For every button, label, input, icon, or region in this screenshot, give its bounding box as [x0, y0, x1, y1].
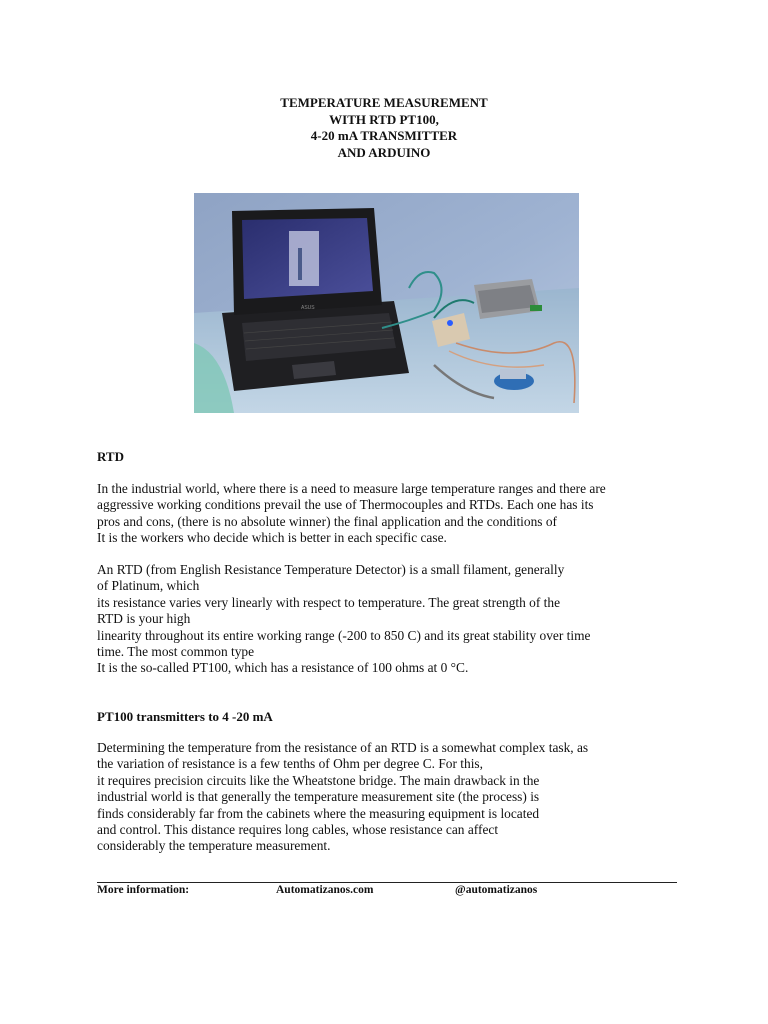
- text-line: aggressive working conditions prevail the use of Thermocouples and RTDs. Each one has its: [97, 497, 594, 513]
- text-line: and control. This distance requires long cables, whose resistance can affect: [97, 822, 499, 838]
- footer-label: More information:: [97, 884, 190, 896]
- setup-photo: [194, 193, 579, 413]
- text-line: pros and cons, (there is no absolute winner) the final application and the conditions of: [97, 513, 557, 529]
- document-title: [0, 95, 768, 161]
- title-line-4: AND ARDUINO: [337, 144, 431, 160]
- text-line: Determining the temperature from the resistance of an RTD is a somewhat complex task, as: [97, 740, 589, 755]
- title-line-3: 4-20 mA TRANSMITTER: [310, 128, 458, 143]
- text-line: considerably the temperature measurement.: [97, 838, 331, 854]
- text-line: In the industrial world, where there is a need to measure large temperature ranges and there are: [97, 481, 606, 496]
- text-line: It is the workers who decide which is better in each specific case.: [97, 530, 447, 546]
- text-line: RTD is your high: [97, 611, 191, 627]
- setup-photo-illustration: [194, 193, 579, 413]
- rtd-paragraph-2: [97, 562, 687, 677]
- text-line: the variation of resistance is a few tenths of Ohm per degree C. For this,: [97, 756, 483, 772]
- laptop-brand: ASUS: [301, 305, 315, 311]
- footer-website-link[interactable]: Automatizanos.com: [276, 884, 374, 896]
- text-line: An RTD (from English Resistance Temperature Detector) is a small filament, generally: [97, 562, 565, 577]
- heading-pt100-transmitters: PT100 transmitters to 4 -20 mA: [97, 709, 273, 724]
- text-line: its resistance varies very linearly with respect to temperature. The great strength of the: [97, 594, 561, 610]
- text-line: industrial world is that generally the temperature measurement site (the process) is: [97, 789, 540, 805]
- text-line: time. The most common type: [97, 644, 255, 660]
- rtd-paragraph-1: [97, 481, 687, 547]
- heading-rtd: RTD: [97, 449, 124, 464]
- footer-social-handle[interactable]: @automatizanos: [455, 884, 538, 896]
- transmitters-paragraph-1: [97, 740, 687, 855]
- text-line: linearity throughout its entire working range (-200 to 850 C) and its great stability over time: [97, 627, 591, 643]
- text-line: finds considerably far from the cabinets where the measuring equipment is located: [97, 805, 540, 821]
- text-line: of Platinum, which: [97, 578, 200, 594]
- title-line-2: WITH RTD PT100,: [329, 111, 439, 127]
- text-line: it requires precision circuits like the Wheatstone bridge. The main drawback in the: [97, 772, 540, 788]
- text-line: It is the so-called PT100, which has a resistance of 100 ohms at 0 °C.: [97, 660, 469, 676]
- title-line-1: TEMPERATURE MEASUREMENT: [280, 95, 488, 110]
- footer-divider: [97, 882, 677, 883]
